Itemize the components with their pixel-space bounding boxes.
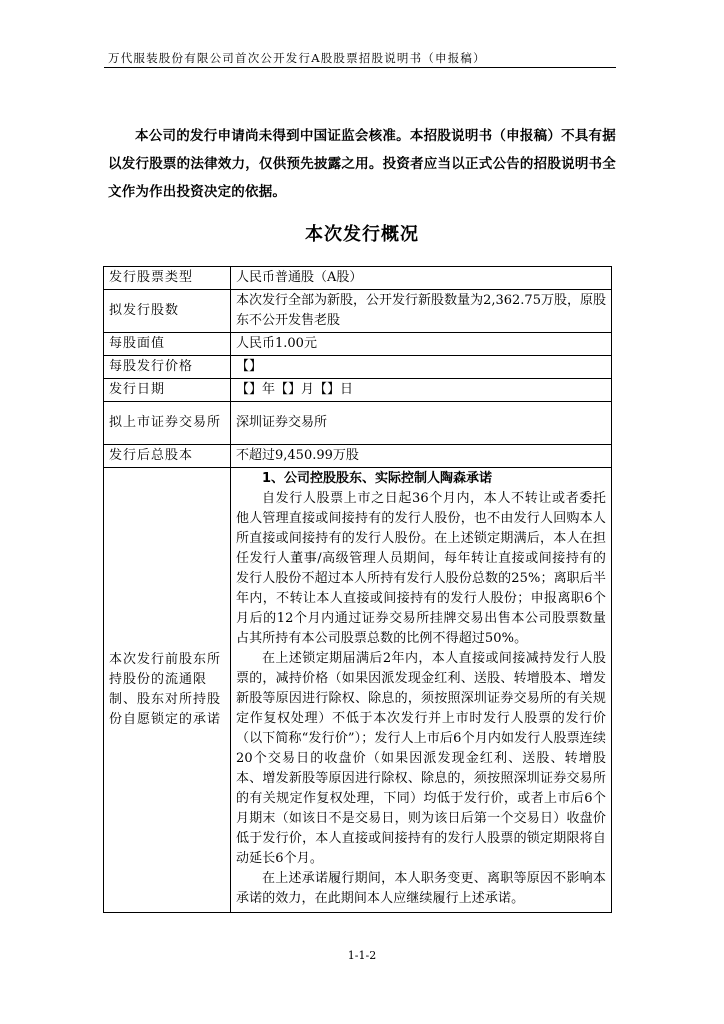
row-label: 每股面值 (104, 333, 231, 356)
disclaimer-text: 本公司的发行申请尚未得到中国证监会核准。本招股说明书（申报稿）不具有据以发行股票的法律效力，仅供预先披露之用。投资者应当以正式公告的招股说明书全文作为作出投资决定的依据。 (108, 128, 616, 200)
row-value: 不超过9,450.99万股 (231, 445, 612, 468)
table-row (104, 379, 612, 402)
table-row-commitment (104, 468, 612, 913)
row-value: 人民币1.00元 (231, 333, 612, 356)
row-value: 【】 (231, 356, 612, 379)
row-label: 每股发行价格 (104, 356, 231, 379)
row-label: 发行股票类型 (104, 267, 231, 290)
row-label: 拟发行股数 (104, 290, 231, 333)
table-row (104, 402, 612, 445)
commitment-paragraph: 自发行人股票上市之日起36个月内，本人不转让或者委托他人管理直接或间接持有的发行人股份，也不由发行人回购本人所直接或间接持有的发行人股份。在上述锁定期满后，本人在担任发行人董事/高级管理人员期间，每年转让直接或间接持有的发行人股份不超过本人所持有发行人股份总数的25%；离职后半年内，不转让本人直接或间接持有的发行人股份；申报离职6个月后的12个月内通过证券交易所挂牌交易出售本公司股票数量占其所持有本公司股票总数的比例不得超过50%。 (236, 491, 606, 646)
section-title: 本次发行概况 (305, 224, 419, 245)
table-row (104, 333, 612, 356)
row-value: 深圳证券交易所 (231, 402, 612, 445)
row-value: 人民币普通股（A股） (231, 267, 612, 290)
row-value: 本次发行全部为新股，公开发行新股数量为2,362.75万股，原股东不公开发售老股 (231, 290, 612, 333)
commitment-label: 本次发行前股东所持股份的流通限制、股东对所持股份自愿锁定的承诺 (104, 468, 231, 913)
page-header: 万代服装股份有限公司首次公开发行A股股票招股说明书（申报稿） (108, 51, 486, 65)
header-rule (104, 67, 616, 68)
commitment-paragraph: 在上述承诺履行期间，本人职务变更、离职等原因不影响本承诺的效力，在此期间本人应继续履行上述承诺。 (236, 871, 606, 906)
commitment-content (231, 468, 612, 913)
table-row (104, 356, 612, 379)
table-row (104, 290, 612, 333)
row-label: 发行后总股本 (104, 445, 231, 468)
table-row (104, 445, 612, 468)
commitment-title: 1、公司控股股东、实际控制人陶森承诺 (262, 471, 493, 486)
row-label: 发行日期 (104, 379, 231, 402)
disclaimer-notice (108, 122, 616, 206)
row-value: 【】年【】月【】日 (231, 379, 612, 402)
row-label: 拟上市证券交易所 (104, 402, 231, 445)
offering-overview-table (103, 266, 612, 913)
page-number: 1-1-2 (347, 949, 377, 962)
commitment-paragraph: 在上述锁定期届满后2年内，本人直接或间接减持发行人股票的，减持价格（如果因派发现金红利、送股、转增股本、增发新股等原因进行除权、除息的，须按照深圳证券交易所的有关规定作复权处理）不低于本次发行并上市时发行人股票的发行价（以下简称“发行价”）；发行人上市后6个月内如发行人股票连续20个交易日的收盘价（如果因派发现金红利、送股、转增股本、增发新股等原因进行除权、除息的，须按照深圳证券交易所的有关规定作复权处理，下同）均低于发行价，或者上市后6个月期末（如该日不是交易日，则为该日后第一个交易日）收盘价低于发行价，本人直接或间接持有的发行人股票的锁定期限将自动延长6个月。 (236, 651, 606, 866)
table-row (104, 267, 612, 290)
